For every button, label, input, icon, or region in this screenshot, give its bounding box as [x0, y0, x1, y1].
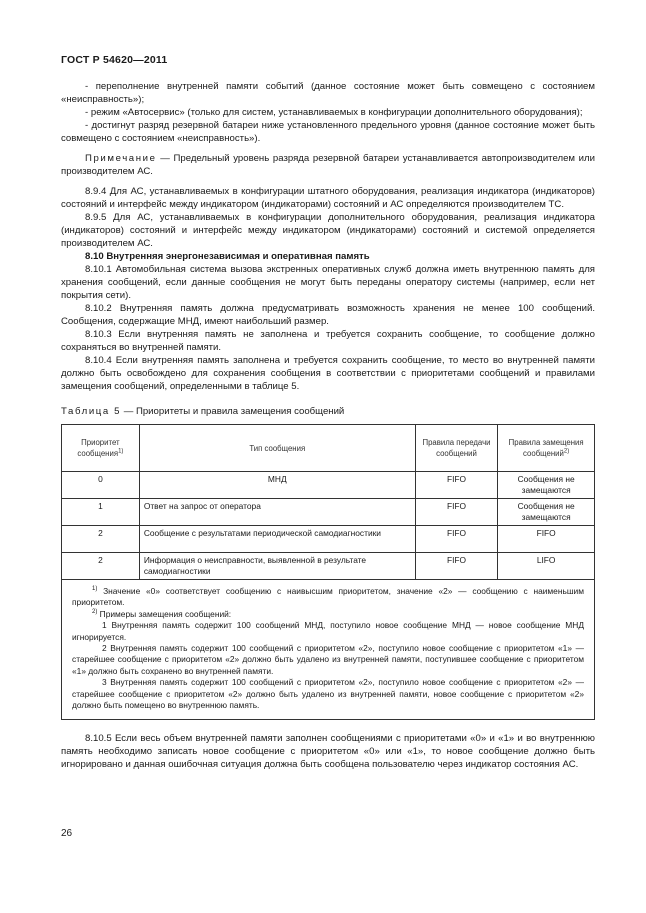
- cell-replace: Сообщения не замещаются: [498, 472, 595, 499]
- header-transfer: Правила передачи сообщений: [415, 425, 498, 472]
- list-item-autoservice: - режим «Автосервис» (только для систем, устанавливаемых в конфигурации дополнительного оборудования);: [85, 107, 583, 118]
- example-1: 1 Внутренняя память содержит 100 сообщений МНД, поступило новое сообщение МНД — новое сообщение МНД игнорируется.: [72, 620, 584, 642]
- cell-replace: Сообщения не замещаются: [498, 499, 595, 526]
- note: [61, 152, 595, 178]
- table-caption: [61, 405, 595, 418]
- clause-8-10-5: 8.10.5 Если весь объем внутренней памяти заполнен сообщениями с приоритетами «0» и «1» и во внутреннюю память необходимо записать новое сообщение с приоритетом «0» или «1», то новое сообщение должно быть игнорировано и данная ошибочная ситуация должна быть сообщена пользователю через индикатор состояния АС.: [61, 733, 595, 771]
- table-row: [62, 472, 595, 499]
- page-number: 26: [61, 828, 73, 839]
- clause-8-10-3: 8.10.3 Если внутренняя память не заполнена и требуется сохранить сообщение, то сообщение должно сохраняться во внутренней памяти.: [61, 329, 595, 353]
- section-heading-8-10: 8.10 Внутренняя энергонезависимая и оперативная память: [85, 251, 370, 262]
- clause-8-9-5: 8.9.5 Для АС, устанавливаемых в конфигурации дополнительного оборудования, реализация индикатора (индикаторов) состояний и интерфейс между индикатором (индикаторами) состояний и системой определяется производителем АС.: [61, 212, 595, 249]
- table-caption-text: — Приоритеты и правила замещения сообщений: [121, 406, 345, 417]
- table-row: [62, 553, 595, 580]
- cell-priority: 2: [62, 526, 140, 553]
- cell-transfer: FIFO: [415, 472, 498, 499]
- list-item-memory-overflow: - переполнение внутренней памяти событий (данное состояние может быть совмещено с состоянием «неисправность»);: [61, 81, 595, 105]
- cell-type: МНД: [139, 472, 415, 499]
- priority-table: [61, 424, 595, 720]
- cell-replace: FIFO: [498, 526, 595, 553]
- cell-priority: 2: [62, 553, 140, 580]
- document-body: [61, 80, 595, 771]
- list-item-battery: - достигнут разряд резервной батареи ниже установленного предельного уровня (данное состояние может быть совмещено с состоянием «неисправность»).: [61, 120, 595, 144]
- header-priority: Приоритет сообщения$^{1)}$: [62, 425, 140, 472]
- table-caption-label: Таблица 5: [61, 406, 122, 417]
- note-label: Примечание: [85, 153, 157, 164]
- cell-replace: LIFO: [498, 553, 595, 580]
- cell-type: Сообщение с результатами периодической самодиагностики: [139, 526, 415, 553]
- cell-type: Ответ на запрос от оператора: [139, 499, 415, 526]
- clause-8-10-2: 8.10.2 Внутренняя память должна предусматривать возможность хранения не менее 100 сообщений. Сообщения, содержащие МНД, имеют наибольший размер.: [61, 303, 595, 327]
- cell-type: Информация о неисправности, выявленной в результате самодиагностики: [139, 553, 415, 580]
- header-type: Тип сообщения: [139, 425, 415, 472]
- header-replace: Правила замещения сообщений$^{2)}$: [498, 425, 595, 472]
- cell-priority: 0: [62, 472, 140, 499]
- footnote-2: $^{2)}$ Примеры замещения сообщений:: [92, 608, 232, 619]
- table-row: [62, 499, 595, 526]
- clause-8-10-4: 8.10.4 Если внутренняя память заполнена и требуется сохранить сообщение, то место во внутренней памяти должно быть освобождено для сохранения сообщения в соответствии с приоритетами сообщений и правилами замещения сообщений, определенными в таблице 5.: [61, 355, 595, 392]
- table-footnotes: [62, 580, 595, 720]
- standard-header: ГОСТ Р 54620—2011: [61, 54, 168, 66]
- example-2: 2 Внутренняя память содержит 100 сообщений с приоритетом «2», поступило новое сообщение с приоритетом «1» — старейшее сообщение с приоритетом «2» должно быть удалено из внутренней памяти, поступившее сообщение с приоритетом «1» должно быть сохранено во внутренней памяти.: [72, 643, 584, 676]
- clause-8-9-4: 8.9.4 Для АС, устанавливаемых в конфигурации штатного оборудования, реализация индикатора (индикаторов) состояний и интерфейс между индикатором (индикаторами) состояний и АС определяются производителем ТС.: [61, 186, 595, 210]
- table-footnotes-row: [62, 580, 595, 720]
- clause-8-10-1: 8.10.1 Автомобильная система вызова экстренных оперативных служб должна иметь внутреннюю память для хранения сообщений, если данные сообщения не могут быть переданы оператору системы (например, если нет покрытия сети).: [61, 264, 595, 301]
- cell-transfer: FIFO: [415, 526, 498, 553]
- footnote-1: $^{1)}$ Значение «0» соответствует сообщению с наивысшим приоритетом, значение «2» — сообщению с наименьшим приоритетом.: [72, 586, 584, 608]
- table-row: [62, 526, 595, 553]
- table-header-row: [62, 425, 595, 472]
- cell-transfer: FIFO: [415, 499, 498, 526]
- example-3: 3 Внутренняя память содержит 100 сообщений с приоритетом «2», поступило новое сообщение с приоритетом «2» — старейшее сообщение с приоритетом «2» должно быть удалено из внутренней памяти, новое сообщение с приоритетом «2» должно быть помещено во внутреннюю память.: [72, 677, 584, 711]
- note-text: — Предельный уровень разряда резервной батареи устанавливается автопроизводителем или производителем АС.: [61, 153, 595, 177]
- cell-transfer: FIFO: [415, 553, 498, 580]
- cell-priority: 1: [62, 499, 140, 526]
